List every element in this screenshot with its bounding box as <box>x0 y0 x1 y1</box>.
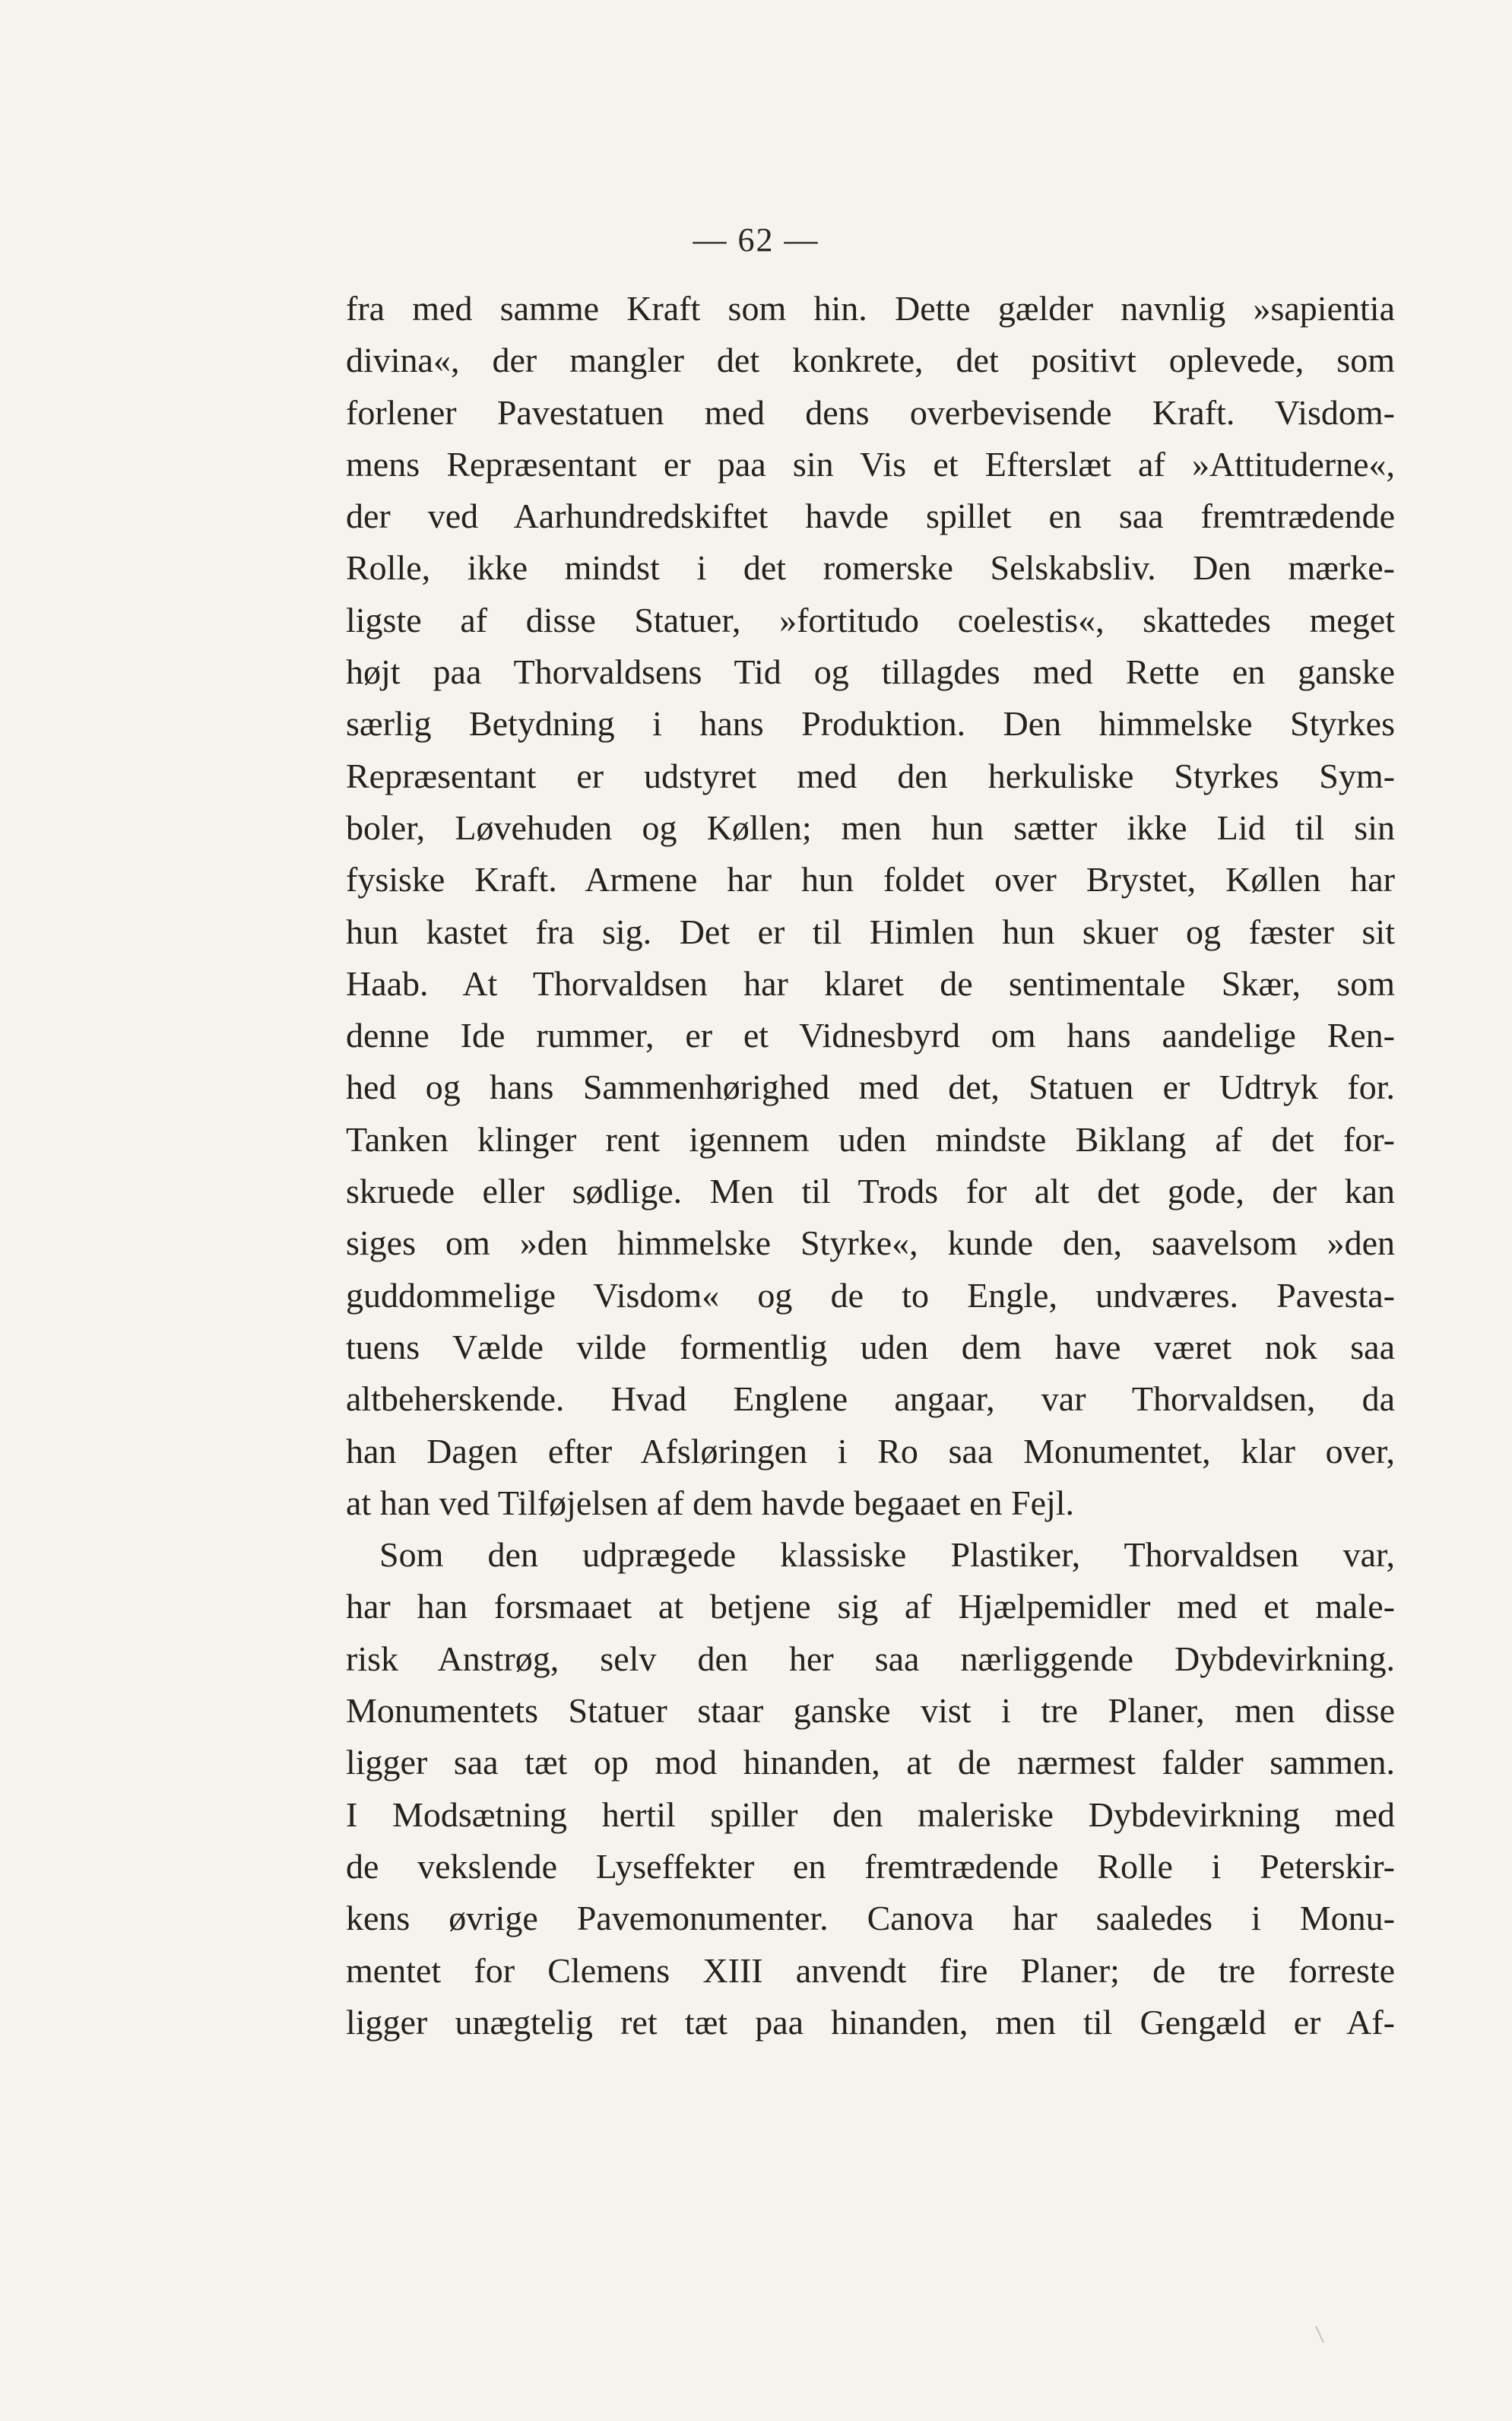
text-line: han Dagen efter Afsløringen i Ro saa Monumentet, klar over, <box>346 1431 1395 1471</box>
text-line: Monumentets Statuer staar ganske vist i tre Planer, men disse <box>346 1691 1395 1731</box>
text-line: Som den udprægede klassiske Plastiker, Thorvaldsen var, <box>379 1535 1395 1575</box>
text-line: der ved Aarhundredskiftet havde spillet en saa fremtrædende <box>346 497 1395 536</box>
text-line: Haab. At Thorvaldsen har klaret de sentimentale Skær, som <box>346 963 1395 1003</box>
text-line: mens Repræsentant er paa sin Vis et Efterslæt af »Attituderne«, <box>346 444 1395 484</box>
text-line: hed og hans Sammenhørighed med det, Statuen er Udtryk for. <box>346 1068 1395 1107</box>
text-line: skruede eller sødlige. Men til Trods for alt det gode, der kan <box>346 1172 1395 1211</box>
text-line: ligste af disse Statuer, »fortitudo coelestis«, skattedes meget <box>346 600 1395 639</box>
paragraph-2 <box>346 1529 1395 2048</box>
page-number: — 62 — <box>693 221 819 259</box>
text-line: fysiske Kraft. Armene har hun foldet over Brystet, Køllen har <box>346 860 1395 900</box>
text-line: siges om »den himmelske Styrke«, kunde den, saavelsom »den <box>346 1223 1395 1263</box>
text-line: tuens Vælde vilde formentlig uden dem have været nok saa <box>346 1327 1395 1366</box>
text-line: boler, Løvehuden og Køllen; men hun sætter ikke Lid til sin <box>346 808 1395 847</box>
text-line: højt paa Thorvaldsens Tid og tillagdes med Rette en ganske <box>346 652 1395 692</box>
text-line: I Modsætning hertil spiller den maleriske Dybdevirkning med <box>346 1794 1395 1834</box>
text-line: denne Ide rummer, er et Vidnesbyrd om hans aandelige Ren- <box>346 1016 1395 1055</box>
text-line: risk Anstrøg, selv den her saa nærliggende Dybdevirkning. <box>346 1639 1395 1678</box>
text-line: at han ved Tilføjelsen af dem havde begaaet en Fejl. <box>346 1483 1075 1522</box>
text-line: Rolle, ikke mindst i det romerske Selskabsliv. Den mærke- <box>346 548 1395 588</box>
text-line: særlig Betydning i hans Produktion. Den himmelske Styrkes <box>346 704 1395 744</box>
text-line: har han forsmaaet at betjene sig af Hjælpemidler med et male- <box>346 1587 1395 1626</box>
paper-speck <box>1315 2326 1324 2343</box>
text-line: divina«, der mangler det konkrete, det positivt oplevede, som <box>346 341 1395 380</box>
text-line: mentet for Clemens XIII anvendt fire Planer; de tre forreste <box>346 1950 1395 1990</box>
text-line: hun kastet fra sig. Det er til Himlen hun skuer og fæster sit <box>346 912 1395 951</box>
text-line: Repræsentant er udstyret med den herkuliske Styrkes Sym- <box>346 756 1395 795</box>
text-line: fra med samme Kraft som hin. Dette gælder navnlig »sapientia <box>346 289 1395 328</box>
text-line: guddommelige Visdom« og de to Engle, undværes. Pavesta- <box>346 1275 1395 1315</box>
text-line: de vekslende Lyseffekter en fremtrædende Rolle i Peterskir- <box>346 1846 1395 1886</box>
text-line: Tanken klinger rent igennem uden mindste Biklang af det for- <box>346 1119 1395 1159</box>
paragraph-1 <box>346 283 1395 1529</box>
text-line: ligger unægtelig ret tæt paa hinanden, men til Gengæld er Af- <box>346 2002 1395 2042</box>
text-line: kens øvrige Pavemonumenter. Canova har saaledes i Monu- <box>346 1899 1395 1938</box>
text-line: ligger saa tæt op mod hinanden, at de nærmest falder sammen. <box>346 1743 1395 1782</box>
body-text <box>346 283 1395 2048</box>
text-line: forlener Pavestatuen med dens overbevisende Kraft. Visdom- <box>346 392 1395 432</box>
text-line: altbeherskende. Hvad Englene angaar, var Thorvaldsen, da <box>346 1379 1395 1419</box>
